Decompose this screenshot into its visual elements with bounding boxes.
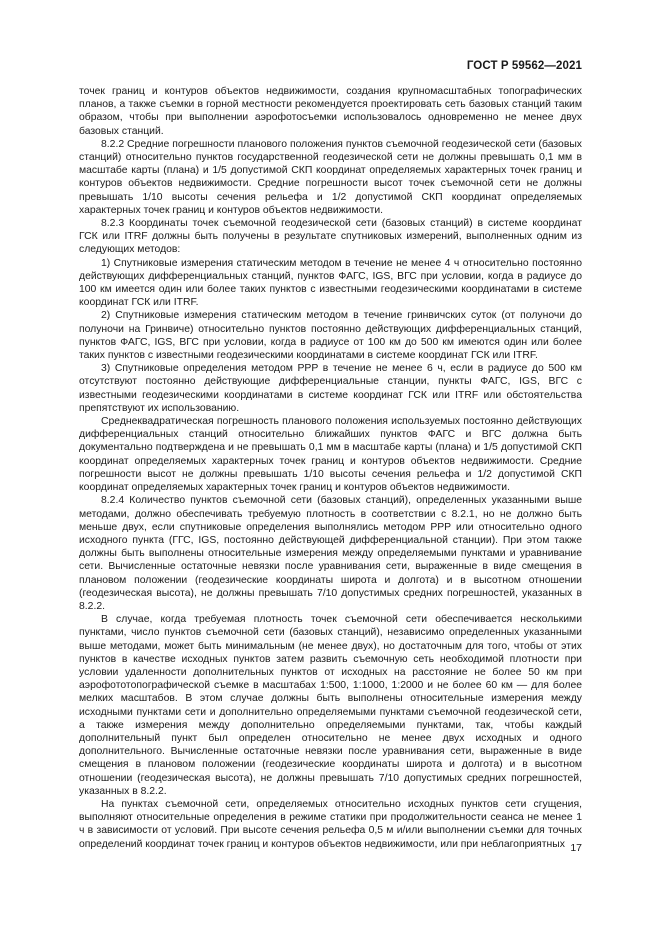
paragraph-continuation: точек границ и контуров объектов недвижимости, создания крупномасштабных топографических планов, а также съемки в горной местности рекомендуется проектировать сеть базовых станций таким образом, чтобы при выполнении аэрофотосъемки использовалось одновременно не менее двух базовых станций. — [79, 86, 582, 137]
paragraph-8-2-3: 8.2.3 Координаты точек съемочной геодезической сети (базовых станций) в системе координат ГСК или ITRF должны быть получены в результате спутниковых измерений, выполненных одним из следующих методов: — [79, 218, 582, 256]
paragraph-density-case: В случае, когда требуемая плотность точек съемочной сети обеспечивается несколькими пунктами, число пунктов съемочной сети (базовых станций), независимо определенных указанными выше методами, может быть минимальным (не менее двух), но достаточным для того, чтобы от этих пунктов в качестве исходных пунктов затем развить съемочную сеть необходимой плотности при условии удаленности дополнительных пунктов от исходных на расстояние не более 50 км при аэрофототопографической съемке в масштабах 1:500, 1:1000, 1:2000 и не более 60 км — для более мелких масштабов. В этом случае должны быть выполнены относительные измерения между исходными пунктами сети и дополнительно определяемыми пунктами съемочной геодезической сети, а также измерения между дополнительно определяемыми пунктами, так, чтобы каждый дополнительный пункт был определен относительно не менее двух исходных и одного дополнительного. Вычисленные остаточные невязки после уравнивания сети, выраженные в виде смещения в плановом положении (геодезические координаты широта и долгота) и в высотном отношении (геодезическая высота), не должны превышать 7/10 допустимых средних погрешностей, указанных в 8.2.2. — [79, 614, 582, 797]
paragraph-rms-error: Среднеквадратическая погрешность планового положения используемых постоянно действующих дифференциальных станций относительно ближайших пунктов ФАГС и ВГС должна быть документально подтверждена и не превышать 0,1 мм в масштабе карты (плана) и 1/5 допустимой СКП координат определяемых характерных точек границ и контуров объектов недвижимости. Средние погрешности высот не должны превышать 1/10 высоты сечения рельефа и 1/2 допустимой СКП координат определяемых характерных точек границ и контуров объектов недвижимости. — [79, 416, 582, 494]
standard-designation: ГОСТ Р 59562—2021 — [466, 60, 582, 72]
paragraph-8-2-2: 8.2.2 Средние погрешности планового положения пунктов съемочной геодезической сети (базовых станций) относительно пунктов государственной геодезической сети не должны превышать 0,1 мм в масштабе карты (плана) и 1/5 допустимой СКП координат определяемых характерных точек границ и контуров объектов недвижимости. Средние погрешности высот точек съемочной сети не должны превышать 1/10 высоты сечения рельефа и 1/2 допустимой СКП координат определяемых характерных точек границ и контуров объектов недвижимости. — [79, 138, 582, 216]
paragraph-densification: На пунктах съемочной сети, определяемых относительно исходных пунктов сети сгущения, выполняют относительные определения в режиме статики при продолжительности сеанса не менее 1 ч в зависимости от условий. При высоте сечения рельефа 0,5 м и/или выполнении съемки для точных определений координат точек границ и контуров объектов недвижимости, или при неблагоприятных — [79, 798, 582, 850]
page-number: 17 — [570, 842, 582, 854]
list-item-1: 1) Спутниковые измерения статическим методом в течение не менее 4 ч относительно постоянно действующих дифференциальных станций, пунктов ФАГС, IGS, ВГС при условии, когда в радиусе до 100 км имеется один или более таких пунктов с известными геодезическими координатами в системе координат ГСК или ITRF. — [79, 257, 582, 309]
paragraph-8-2-4: 8.2.4 Количество пунктов съемочной сети (базовых станций), определенных указанными выше методами, должно обеспечивать требуемую плотность в соответствии с 8.2.1, но не должно быть меньше двух, если спутниковые определения выполнялись методом PPP или относительно одного исходного пункта (ГГС, IGS, постоянно действующей дифференциальной станции). При этом также должны быть выполнены относительные измерения между определяемыми пунктами и уравнивание сети. Вычисленные остаточные невязки после уравнивания сети, выраженные в виде смещения в плановом положении (геодезические координаты широта и долгота) и в высотном отношении (геодезическая высота), не должны превышать 7/10 допустимых средних погрешностей, указанных в 8.2.2. — [79, 495, 582, 612]
list-item-3: 3) Спутниковые определения методом PPP в течение не менее 6 ч, если в радиусе до 500 км отсутствуют постоянно действующие дифференциальные станции, пункты ФАГС, IGS, ВГС с известными геодезическими координатами в системе координат ГСК или ITRF или обстоятельства препятствуют их использованию. — [79, 363, 582, 414]
list-item-2: 2) Спутниковые измерения статическим методом в течение гринвичских суток (от полуночи до полуночи на Гринвиче) относительно пунктов постоянно действующих дифференциальных станций, пунктов ФАГС, IGS, ВГС при условии, когда в радиусе от 100 км до 500 км имеются один или более таких пунктов с известными геодезическими координатами в системе координат ГСК или ITRF. — [79, 310, 582, 362]
body-text — [79, 85, 582, 851]
